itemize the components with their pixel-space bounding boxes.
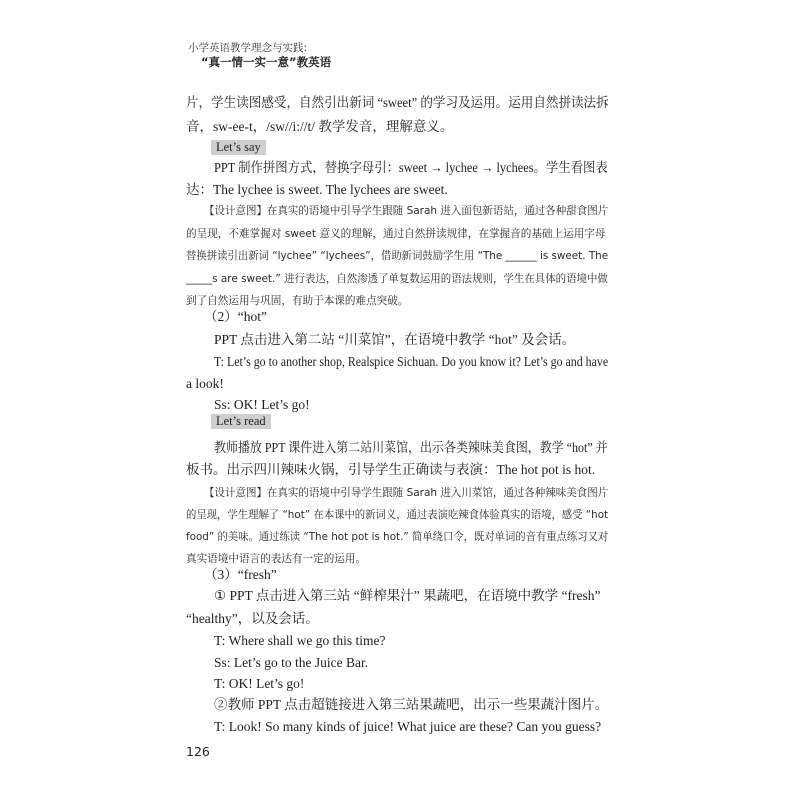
body-line: ②教师 PPT 点击超链接进入第三站果蔬吧，出示一些果蔬汁图片。 (214, 697, 609, 712)
body-line: PPT 制作拼图方式，替换字母引：sweet → lychee → lychees。学生看图表 (214, 160, 608, 175)
design-intent-line: food” 的美味。通过练读 “The hot pot is hot.” 简单绕口令，既对单词的音有重点练习又对 (186, 531, 609, 543)
body-line: 板书。出示四川辣味火锅，引导学生正确读与表演：The hot pot is hot. (186, 462, 596, 477)
design-intent-line: 【设计意图】在真实的语境中引导学生跟随 Sarah 进入面包新语站，通过各种甜食图片 (204, 205, 609, 217)
body-line: 片，学生读图感受，自然引出新词 “sweet” 的学习及运用。运用自然拼读法拆 (186, 95, 609, 110)
body-line: “healthy”，以及会话。 (186, 611, 319, 626)
design-intent-line: 的呈现，学生理解了 “hot” 在本课中的新词义，通过表演吃辣食体验真实的语境，感受 “hot (186, 509, 609, 521)
body-line: Ss: OK! Let’s go! (214, 397, 310, 412)
body-line: a look! (186, 376, 224, 391)
running-header-series: 小学英语教学理念与实践: (188, 42, 308, 54)
body-line: T: Let’s go to another shop, Realspice Sichuan. Do you know it? Let’s go and have (214, 354, 609, 369)
design-intent-line: 到了自然运用与巩固，有助于本课的难点突破。 (186, 295, 409, 307)
design-intent-line: 【设计意图】在真实的语境中引导学生跟随 Sarah 进入川菜馆，通过各种辣味美食图片 (204, 487, 609, 499)
page-number: 126 (186, 744, 210, 759)
activity-label-lets-say: Let’s say (211, 140, 266, 155)
body-line: ① PPT 点击进入第三站 “鲜榨果汁” 果蔬吧，在语境中教学 “fresh” (214, 588, 601, 603)
design-intent-line: 真实语境中语言的表达有一定的运用。 (186, 553, 367, 565)
design-intent-line: 的呈现，不难掌握对 sweet 意义的理解，通过自然拼读规律，在掌握音的基础上运用字母 (186, 228, 606, 240)
body-line: T: Look! So many kinds of juice! What juice are these? Can you guess? (214, 719, 602, 734)
section-heading: （3）“fresh” (204, 567, 277, 582)
design-intent-line: 替换拼读引出新词 “lychee” “lychees”，借助新词鼓励学生用 “The ______ is sweet. The (186, 250, 609, 262)
activity-label-lets-read: Let’s read (211, 414, 271, 429)
body-line: T: OK! Let’s go! (214, 676, 305, 691)
section-heading: （2）“hot” (204, 309, 267, 324)
body-line: 音，sw-ee-t，/sw//i://t/ 教学发音，理解意义。 (186, 119, 454, 134)
body-line: T: Where shall we go this time? (214, 633, 386, 648)
body-line: Ss: Let’s go to the Juice Bar. (214, 655, 369, 670)
body-line: 教师播放 PPT 课件进入第二站川菜馆，出示各类辣味美食图，教学 “hot” 并 (214, 440, 608, 455)
body-line: PPT 点击进入第二站 “川菜馆”，在语境中教学 “hot” 及会话。 (214, 332, 576, 347)
design-intent-line: _____s are sweet.” 进行表达，自然渗透了单复数运用的语法规则，学生在具体的语境中做 (186, 273, 608, 285)
running-header-title: “真一情一实一意”教英语 (201, 55, 332, 69)
body-line: 达：The lychee is sweet. The lychees are sweet. (186, 182, 448, 197)
